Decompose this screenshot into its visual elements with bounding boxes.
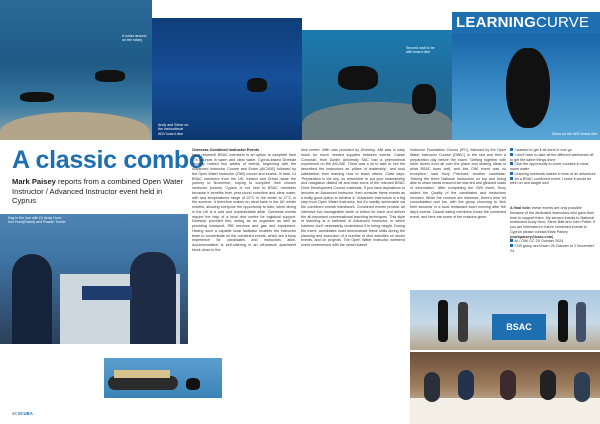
article-subtitle: Mark Paisey reports from a combined Open Water Instructor / Advanced Instructor event held in Cyprus	[12, 177, 184, 206]
photo-divers-boat	[0, 214, 188, 344]
article-column-3	[410, 148, 506, 288]
list-item: I like the opportunity to cover courses in clear, warm water	[510, 162, 590, 171]
bullet-square-icon	[510, 177, 513, 180]
person-figure	[576, 302, 586, 342]
person-figure	[558, 300, 568, 342]
list-item: I wanted to get it all done in one go	[510, 148, 596, 153]
article-column-1	[192, 148, 296, 410]
rib-boat	[108, 376, 178, 390]
section-title: LEARNINGCURVE	[456, 14, 590, 31]
list-item: Learning overseas makes it more of an adventure	[510, 172, 596, 177]
column-text: dive centre. With cars provided by Divestop, Akli was in easy reach for much needed supplies between events. Ciaran Corcoran, from Dublin University SAC had a phenomenal experience on the AIC/AIE. There was a lot to take in, but the described the instructors as 'pillars of leadership', and took satisfaction from learning how to teach others. Ciara says: 'Preparation is the key, so remember to put your seamanship and navigation dialled off and read some of the relevant BSAC Diver Development Course materials. If you have aspirations to become an Advanced Instructor, then consider these events as a really good option to achieve it.' Advanced Instructors in a big step from Open Water Instructor, but it's readily achievable via the combined events framework. Combined events provide an intensive but manageable week of tuition for each and deliver the all-important conversational teaching techniques. This style of teaching is a hallmark of Advanced Instructor, in which trainees don't necessarily understand it is being taught. During the event, candidates must demonstrate these skills during the planning and execution of a number of dive activities on seven events, and on projects. The Open Water Instructor weekend event commenced with the newer-based	[301, 148, 405, 247]
photo-diver-instructional	[152, 18, 302, 140]
page-footer	[12, 411, 33, 416]
diver-figure	[247, 78, 267, 92]
contact-email[interactable]: (markpaisey@bsac.com)	[510, 234, 554, 239]
person-figure	[424, 372, 440, 402]
person-figure	[574, 372, 590, 402]
magazine-name: SCUBA	[17, 411, 33, 416]
photo-caption: Day in the sun with Dr Andy Hunt, Ivor Hurd(Grand) and Rowan Turner	[8, 216, 66, 225]
column-text: Instructor Foundation Course (IFC), followed by the Open Water Instructor Course (OWIC) in the sea and then a preparation day before the exam. 'Getting together with other divers from all over the place and sharing ideas is what BSAC does well, and this OWI event was no exception,' said Suzy Pritchard, another candidate. 'Having the three National Instructors on top and being able to share ideas ensured we learned and gleaned loads of information.' After completing the OWI event, Suzy added the Quality of the candidates and instructors involved. While the courses are intensive, there's time for consolidation and fun, with the group choosing to 'kick their seconds' in a local restaurant each evening after the day's events. Casual eating members chose the combined event, and here are some of the reasons given:	[410, 148, 506, 219]
photo-divers-rotary	[0, 0, 152, 140]
person-figure	[438, 300, 448, 342]
diver-figure	[338, 66, 378, 90]
photo-board-dive	[302, 30, 452, 140]
column-heading: Overseas Combined Instructor Events	[192, 148, 260, 152]
bullet-square-icon	[510, 244, 513, 247]
diver-figure	[412, 84, 436, 114]
page-number: 44	[12, 411, 17, 416]
bullet-square-icon	[510, 148, 513, 151]
column-text: have returned! BSAC members is an option to complete their IT's courses in warm and clear water. Cyprus-based Divestar recently hosted two weeks of events, beginning with the Advanced Instructor Course and Exam (AIC/AIE) followed by the Open Water Instructor (OWI) course and exams. In total, 14 BSAC members from the UK, Ireland and Dubai made the journey to November, hoping to complete their chosen instructor journey. Cyprus is not new to BSAC members because it benefits from year-round sunshine and clear water, with sea temperatures range of 22°C in the winter to 27°C in the summer. It therefore makes an ideal base in the UK winter months, allowing everyone the opportunity to train, when diving in the UK is a cold and unpredictable affair. Overseas events require the help of a local dive centre for logistical support. Divestop provided this, acting as an organiser as well as providing transport, RIB services and gas and equipment. Having such a capable local facilitator enables the instructor team to concentrate on the combined events, which are a busy experience for candidates and instructors alike. Accommodation is self-catering in an off-season apartment block close to the	[192, 152, 296, 252]
boat-panel	[82, 286, 132, 300]
list-item: As a BSAC combined event, I knew it would be well run and taught well	[510, 176, 592, 186]
photo-group-banner	[410, 290, 600, 350]
diver-figure	[130, 252, 176, 344]
diver-figure	[12, 254, 52, 344]
bullet-square-icon	[510, 153, 513, 156]
person-figure	[540, 370, 556, 400]
diver-figure	[95, 70, 125, 82]
list-item: FCB group and exam 26 October to 1 November 24	[510, 244, 595, 253]
bsac-banner: BSAC	[492, 314, 546, 340]
person-figure	[458, 370, 474, 400]
seabed-rock	[0, 112, 150, 140]
photo-caption: A whizz around on the rotary	[122, 34, 147, 43]
bullet-square-icon	[510, 239, 513, 242]
photo-caption: Andy and Steve on the instructional ADV board dive	[158, 123, 189, 136]
diver-figure	[20, 92, 54, 102]
photo-restaurant-group	[410, 352, 600, 424]
article-column-2	[301, 148, 405, 410]
article-headline: A classic combo	[12, 146, 204, 174]
list-item: AI / OWI CC 25 October 2024	[510, 239, 596, 244]
bullet-square-icon	[510, 162, 513, 165]
bullet-square-icon	[510, 172, 513, 175]
rib-boat-trim	[114, 370, 170, 378]
person-figure	[458, 302, 468, 342]
table	[410, 398, 600, 424]
bullet-list	[510, 148, 596, 186]
photo-caption: Second wait to be with board dive	[406, 46, 435, 55]
list-item: I don't have to take all the different weekends off to get the same things done	[510, 152, 594, 162]
photo-caption: Dives on the WW board dive	[552, 132, 598, 136]
photo-diver-closeup	[452, 34, 600, 140]
person-figure	[500, 370, 516, 400]
final-note: A final note: these events are only possible because of the dedicated instructors who gave their time to support them. My sincere thanks to National Instructors Andy Hunt, Steve Batt and John Potter. If you are interested in future combined events in Cyprus please contact Mark Paisey (markpaisey@bsac.com) AI / OWI CC 25 October 2024 FCB group and exam 26 October to 1 November 24	[510, 206, 596, 253]
diver-figure	[506, 48, 550, 128]
